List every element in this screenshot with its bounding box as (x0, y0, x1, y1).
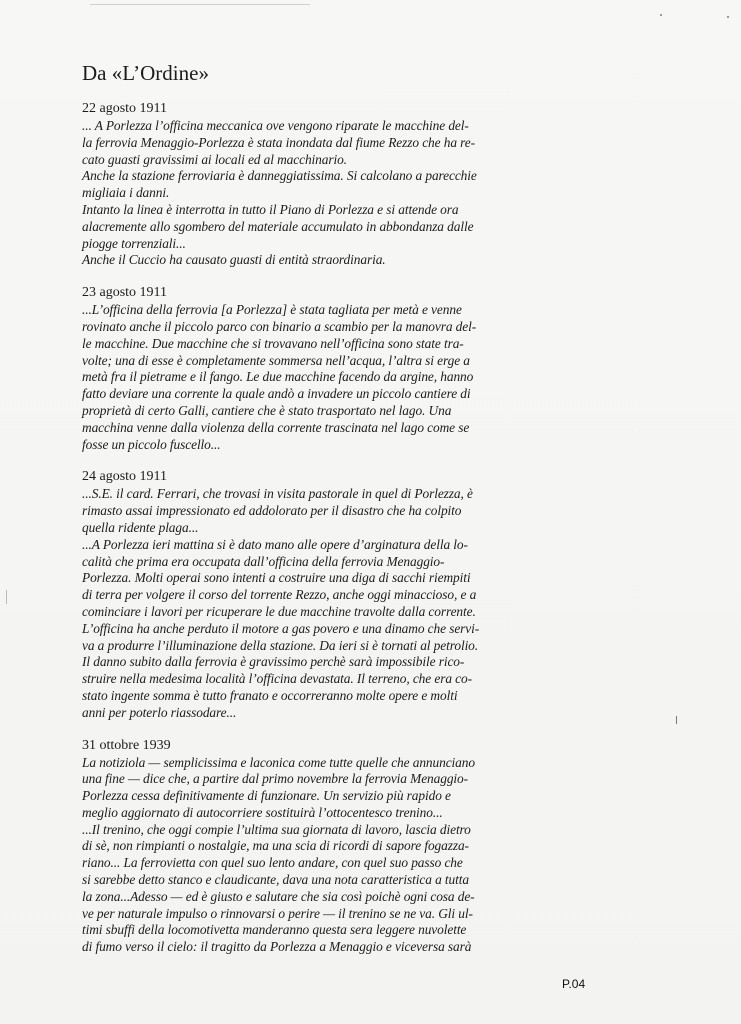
text-line: calità che prima era occupata dall’officina della ferrovia Menaggio- (82, 553, 445, 569)
text-line: riano... La ferrovietta con quel suo lento andare, con quel suo passo che (82, 855, 463, 871)
entry-1911-08-22 (82, 99, 582, 269)
entry-date: 22 agosto 1911 (82, 101, 168, 116)
entry-text (82, 302, 582, 453)
text-line: Porlezza. Molti operai sono intenti a costruire una diga di sacchi riempiti (82, 570, 471, 586)
text-line: Il danno subito dalla ferrovia è gravissimo perchè sarà impossibile rico- (82, 654, 465, 670)
text-line: cato guasti gravissimi ai locali ed al macchinario. (82, 151, 347, 167)
entry-1939-10-31 (82, 736, 582, 957)
text-line: la ferrovia Menaggio-Porlezza è stata inondata dal fiume Rezzo che ha re- (82, 134, 475, 150)
text-line: Anche la stazione ferroviaria è danneggiatissima. Si calcolano a parecchie (82, 168, 477, 184)
text-line: stato ingente somma è tutto franato e occorreranno molte opere e molti (82, 687, 458, 703)
text-line: Porlezza cessa definitivamente di funzionare. Un servizio più rapido e (82, 788, 451, 804)
text-line: meglio aggiornato di autocorriere sostituirà l’ottocentesco trenino... (82, 804, 443, 820)
text-line: piogge torrenziali... (82, 235, 186, 251)
scan-dot (6, 590, 7, 604)
text-line: migliaia i danni. (82, 185, 170, 201)
text-line: di sè, non rimpianti o nostalgie, ma una scia di ricordi di sapore fogazza- (82, 838, 469, 854)
entry-date: 24 agosto 1911 (82, 469, 168, 485)
scan-dot (660, 14, 662, 16)
text-line: ...A Porlezza ieri mattina si è dato mano alle opere d’arginatura della lo- (82, 536, 468, 552)
text-line: una fine — dice che, a partire dal primo novembre la ferrovia Menaggio- (82, 771, 468, 787)
text-line: L’officina ha anche perduto il motore a gas povero e una dinamo che servi- (82, 620, 480, 636)
text-line: rimasto assai impressionato ed addolorato per il disastro che ha colpito (82, 503, 462, 519)
scan-dot (676, 716, 677, 724)
text-line: Intanto la linea è interrotta in tutto il Piano di Porlezza e si attende ora (82, 201, 459, 217)
text-line: fosse un piccolo fuscello... (82, 436, 221, 452)
article-column (82, 58, 582, 970)
text-line: ...Il trenino, che oggi compie l’ultima sua giornata di lavoro, lascia dietro (82, 821, 471, 837)
text-line: di fumo verso il cielo: il tragitto da Porlezza a Menaggio e viceversa sarà (82, 939, 472, 955)
scan-dot (727, 16, 729, 18)
scan-mark (90, 4, 310, 5)
page-number: P.04 (562, 977, 586, 991)
text-line: volte; una di esse è completamente sommersa nell’acqua, l’altra si erge a (82, 352, 470, 368)
text-line: Anche il Cuccio ha causato guasti di entità straordinaria. (82, 252, 386, 268)
entry-text (82, 486, 582, 721)
text-line: ...S.E. il card. Ferrari, che trovasi in visita pastorale in quel di Porlezza, è (82, 486, 473, 502)
text-line: struire nella medesima località l’officina devastata. Il terreno, che era co- (82, 671, 472, 687)
text-line: quella ridente plaga... (82, 519, 199, 535)
text-line: fatto deviare una corrente la quale andò a invadere un piccolo cantiere di (82, 386, 471, 402)
entry-date: 31 ottobre 1939 (82, 737, 171, 753)
entry-1911-08-24 (82, 467, 582, 721)
text-line: ...L’officina della ferrovia [a Porlezza] è stata tagliata per metà e venne (82, 302, 462, 318)
text-line: metà fra il pietrame e il fango. Le due macchine facendo da argine, hanno (82, 369, 474, 385)
text-line: la zona...Adesso — ed è giusto e salutare che sia così poichè ogni cosa de- (82, 888, 475, 904)
entry-1911-08-23 (82, 283, 582, 453)
text-line: proprietà di certo Galli, cantiere che è stato trasportato nel lago. Una (82, 402, 452, 418)
text-line: macchina venne dalla violenza della corrente trascinata nel lago come se (82, 419, 470, 435)
text-line: le macchine. Due macchine che si trovavano nell’officina sono state tra- (82, 335, 464, 351)
text-line: va a produrre l’illuminazione della stazione. Da ieri si è tornati al petrolio. (82, 637, 479, 653)
text-line: si sarebbe detto stanco e claudicante, dava una nota caratteristica a tutta (82, 872, 469, 888)
text-line: di terra per volgere il corso del torrente Rezzo, anche oggi minaccioso, e a (82, 587, 477, 603)
text-line: cominciare i lavori per ricuperare le due macchine travolte dalla corrente. (82, 603, 476, 619)
text-line: ... A Porlezza l’officina meccanica ove vengono riparate le macchine del- (82, 118, 469, 133)
text-line: ve per naturale impulso o rinnovarsi o perire — il trenino se ne va. Gli ul- (82, 905, 473, 921)
text-line: alacremente allo sgombero del materiale accumulato in abbondanza dalle (82, 218, 474, 234)
text-line: timi sbuffi della locomotivetta manderanno questa sera leggere nuvolette (82, 922, 467, 938)
text-line: La notiziola — semplicissima e laconica come tutte quelle che annunciano (82, 754, 475, 770)
page-title: Da «L’Ordine» (82, 61, 209, 85)
entry-text (82, 755, 582, 957)
entry-text (82, 118, 582, 269)
entry-date: 23 agosto 1911 (82, 285, 168, 301)
text-line: anni per poterlo riassodare... (82, 704, 237, 720)
text-line: rovinato anche il piccolo parco con binario a scambio per la manovra del- (82, 318, 477, 334)
